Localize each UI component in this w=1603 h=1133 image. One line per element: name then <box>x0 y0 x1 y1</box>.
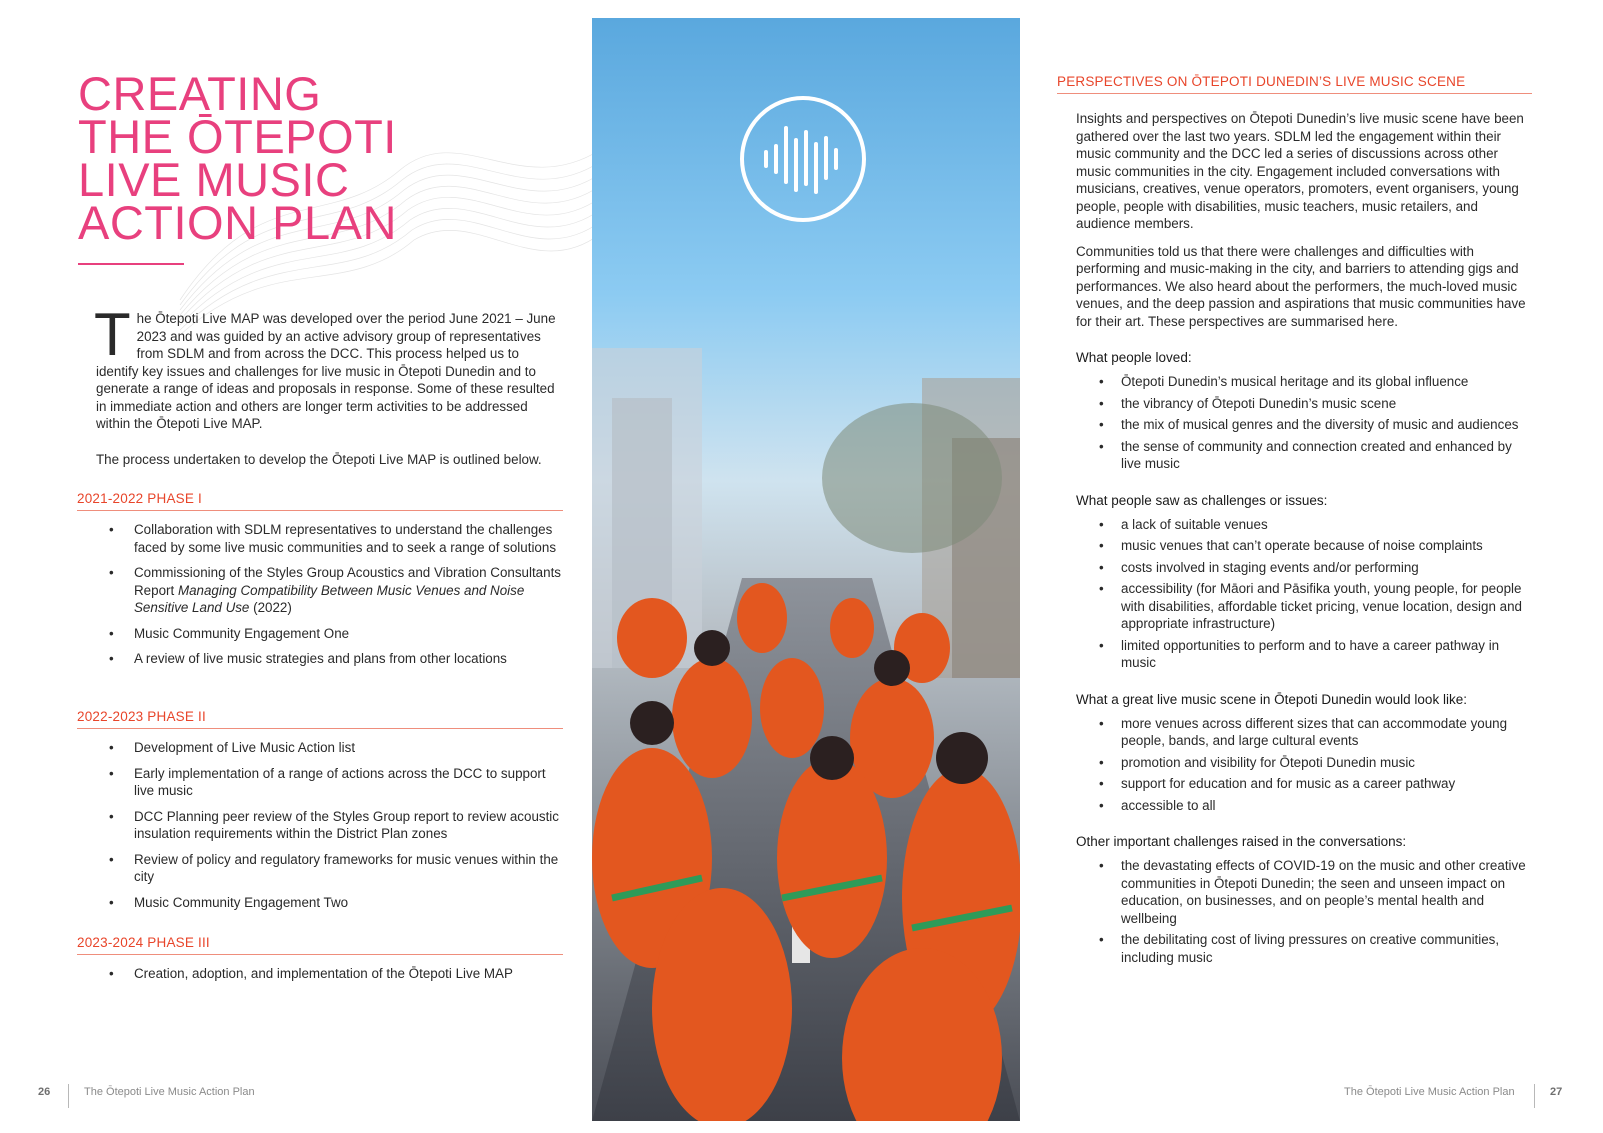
list-item: • A review of live music strategies and plans from other locations <box>77 650 563 668</box>
section-heading: PERSPECTIVES ON ŌTEPOTI DUNEDIN’S LIVE MUSIC SCENE <box>1057 74 1532 94</box>
list-item: • the mix of musical genres and the diversity of music and audiences <box>1057 416 1532 434</box>
subheading: What people loved: <box>1076 350 1192 365</box>
list-item: • costs involved in staging events and/or performing <box>1057 559 1532 577</box>
list-item: • accessibility (for Māori and Pāsifika youth, young people, for people with disabilities, affordable ticket pricing, venue location, design and appropriate infrastructure) <box>1057 580 1532 633</box>
list-item: • limited opportunities to perform and to have a career pathway in music <box>1057 637 1532 672</box>
list-item: • Music Community Engagement One <box>77 625 563 643</box>
list-item: • the sense of community and connection created and enhanced by live music <box>1057 438 1532 473</box>
title-line: ACTION PLAN <box>78 196 397 249</box>
list-item: • DCC Planning peer review of the Styles Group report to review acoustic insulation requirements within the District Plan zones <box>77 808 563 843</box>
list-item: • the debilitating cost of living pressures on creative communities, including music <box>1057 931 1532 966</box>
intro-paragraph <box>94 301 562 433</box>
list-item: • the vibrancy of Ōtepoti Dunedin’s music scene <box>1057 395 1532 413</box>
parade-photo <box>592 18 1020 1121</box>
list-item-text: Commissioning of the Styles Group Acoustics and Vibration Consultants Report <box>134 565 561 598</box>
list-item: • Development of Live Music Action list <box>77 739 563 757</box>
perspectives-section <box>1057 74 1532 970</box>
list-item: • accessible to all <box>1057 797 1532 815</box>
title-line: LIVE MUSIC <box>78 153 350 206</box>
subheading: What people saw as challenges or issues: <box>1076 492 1328 508</box>
soundwave-circle-logo-icon <box>738 94 868 224</box>
list-item: • Collaboration with SDLM representatives to understand the challenges faced by some live music communities and to seek a range of solutions <box>77 521 563 556</box>
intro-text: he Ōtepoti Live MAP was developed over the period June 2021 – June 2023 and was guided by an active advisory group of representatives from SDLM and from across the DCC. This process helped us to identify key issues and challenges for live music in Ōtepoti Dunedin and to generate a range of ideas and proposals in response. Some of these resulted in immediate action and others are longer term activities to be addressed within the Ōtepoti Live MAP. <box>96 311 556 431</box>
right-page-number: 27 <box>1550 1086 1563 1098</box>
process-note: The process undertaken to develop the Ōtepoti Live MAP is outlined below. <box>96 452 542 467</box>
footer-divider <box>68 1084 69 1108</box>
list-item: • a lack of suitable venues <box>1057 516 1532 534</box>
report-year: (2022) <box>253 600 292 615</box>
phase-3-section <box>77 935 563 991</box>
list-item: • support for education and for music as a career pathway <box>1057 775 1532 793</box>
title-line: THE ŌTEPOTI <box>78 110 397 163</box>
list-item: • Creation, adoption, and implementation of the Ōtepoti Live MAP <box>77 965 563 983</box>
report-title: Managing Compatibility Between Music Venues and Noise Sensitive Land Use <box>134 582 525 615</box>
footer-divider <box>1534 1084 1535 1108</box>
phase-1-section <box>77 491 563 676</box>
phase-heading: 2021-2022 PHASE I <box>77 491 563 511</box>
list-item: • Music Community Engagement Two <box>77 894 563 912</box>
title-line: CREATING <box>78 67 322 120</box>
list-item <box>77 564 563 617</box>
list-item: • more venues across different sizes that can accommodate young people, bands, and large cultural events <box>1057 715 1532 750</box>
phase-2-section <box>77 709 563 919</box>
list-item: • Ōtepoti Dunedin’s musical heritage and its global influence <box>1057 373 1532 391</box>
subheading: Other important challenges raised in the conversations: <box>1076 834 1407 849</box>
list-item: • promotion and visibility for Ōtepoti Dunedin music <box>1057 754 1532 772</box>
list-item: • the devastating effects of COVID-19 on the music and other creative communities in Ōtepoti Dunedin; the seen and unseen impact on education, on businesses, and on people’s mental health and wellbeing <box>1057 857 1532 927</box>
right-footer-label: The Ōtepoti Live Music Action Plan <box>1344 1086 1515 1098</box>
list-item: • music venues that can’t operate because of noise complaints <box>1057 537 1532 555</box>
paragraph: Insights and perspectives on Ōtepoti Dunedin’s live music scene have been gathered over the last two years. SDLM led the engagement within their music community and the DCC led a series of discussions across other music communities in the city. Engagement included conversations with musicians, creatives, venue operators, promoters, event organisers, young people, people with disabilities, music teachers, music retailers, and audience members. <box>1076 111 1524 231</box>
subheading: What a great live music scene in Ōtepoti Dunedin would look like: <box>1076 691 1467 707</box>
paragraph: Communities told us that there were challenges and difficulties with performing and music-making in the city, and barriers to attending gigs and performances. We also heard about the performers, the much-loved music venues, and the deep passion and aspirations that music communities have for their art. These perspectives are summarised here. <box>1076 243 1526 329</box>
list-item: • Review of policy and regulatory frameworks for music venues within the city <box>77 851 563 886</box>
left-page-number: 26 <box>38 1086 51 1098</box>
title-underline <box>78 263 184 265</box>
list-item: • Early implementation of a range of actions across the DCC to support live music <box>77 765 563 800</box>
phase-heading: 2023-2024 PHASE III <box>77 935 563 955</box>
drop-cap: T <box>94 301 131 368</box>
page-title <box>78 67 397 249</box>
left-footer-label: The Ōtepoti Live Music Action Plan <box>84 1086 255 1098</box>
phase-heading: 2022-2023 PHASE II <box>77 709 563 729</box>
